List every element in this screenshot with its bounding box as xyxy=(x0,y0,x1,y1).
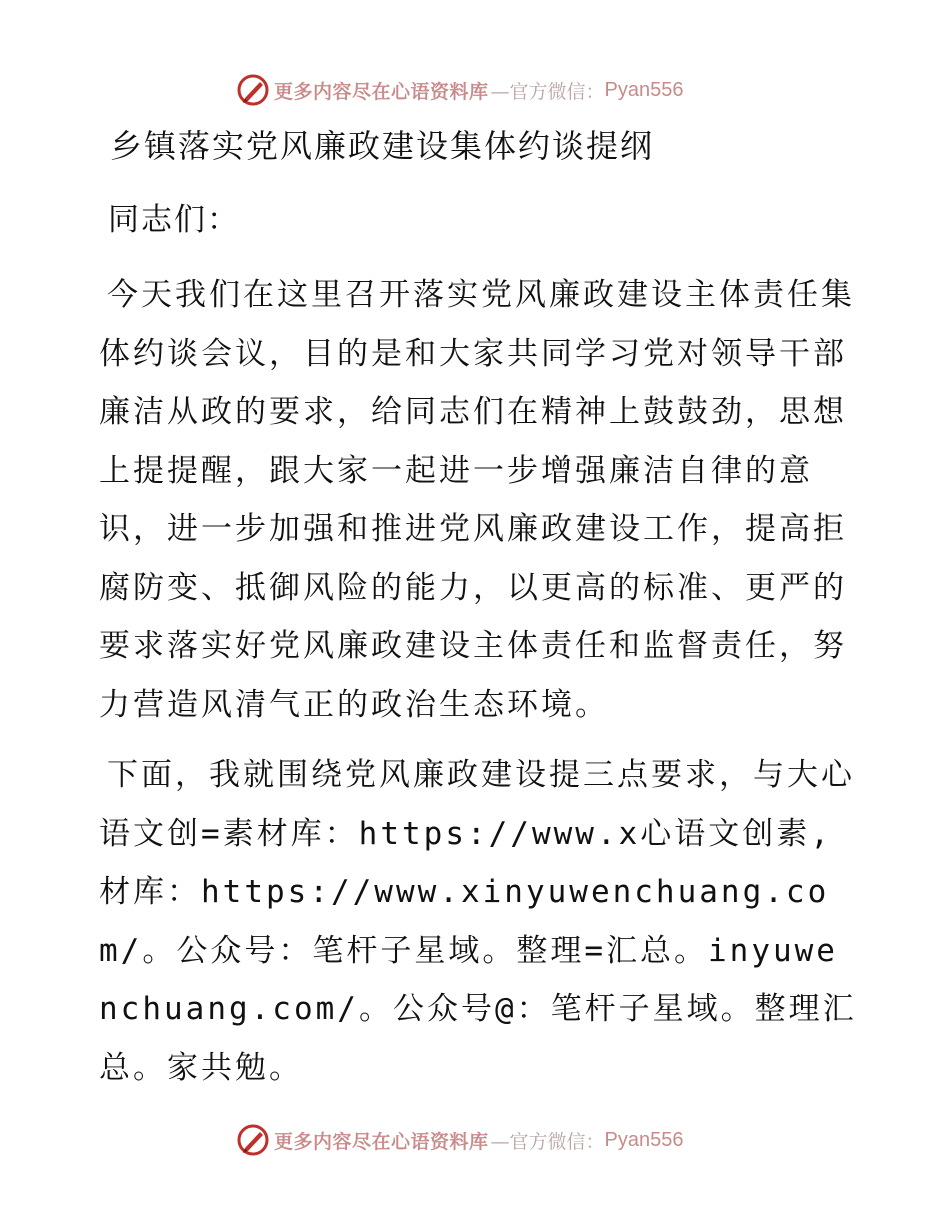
watermark-text: 更多内容尽在心语资料库 xyxy=(274,80,489,103)
pen-logo-icon xyxy=(236,73,270,107)
watermark-wechat-label: —官方微信： xyxy=(490,80,605,103)
watermark-wechat-label: —官方微信： xyxy=(490,1130,605,1153)
greeting: 同志们： xyxy=(108,202,240,238)
watermark-text: 更多内容尽在心语资料库 xyxy=(274,1130,489,1153)
watermark-wechat-id: Pyan556 xyxy=(604,78,684,101)
watermark-wechat-id: Pyan556 xyxy=(604,1128,684,1151)
watermark-banner-bottom xyxy=(236,1122,684,1158)
watermark-banner-top xyxy=(236,72,684,108)
pen-logo-icon xyxy=(236,1123,270,1157)
paragraph-2: 下面，我就围绕党风廉政建设提三点要求，与大心语文创=素材库：https://www.x心语文创素,材库：https://www.xinyuwenchuang.com/。公众号：笔杆子星域。整理=汇总。inyuwenchuang.com/。公众号@：笔杆子星域。整理汇总。家共勉。 xyxy=(99,757,857,1086)
paragraph-1: 今天我们在这里召开落实党风廉政建设主体责任集体约谈会议，目的是和大家共同学习党对领导干部廉洁从政的要求，给同志们在精神上鼓鼓劲，思想上提提醒，跟大家一起进一步增强廉洁自律的意识，进一步加强和推进党风廉政建设工作，提高拒腐防变、抵御风险的能力，以更高的标准、更严的要求落实好党风廉政建设主体责任和监督责任，努力营造风清气正的政治生态环境。 xyxy=(99,277,855,723)
document-title: 乡镇落实党风廉政建设集体约谈提纲 xyxy=(110,127,655,165)
